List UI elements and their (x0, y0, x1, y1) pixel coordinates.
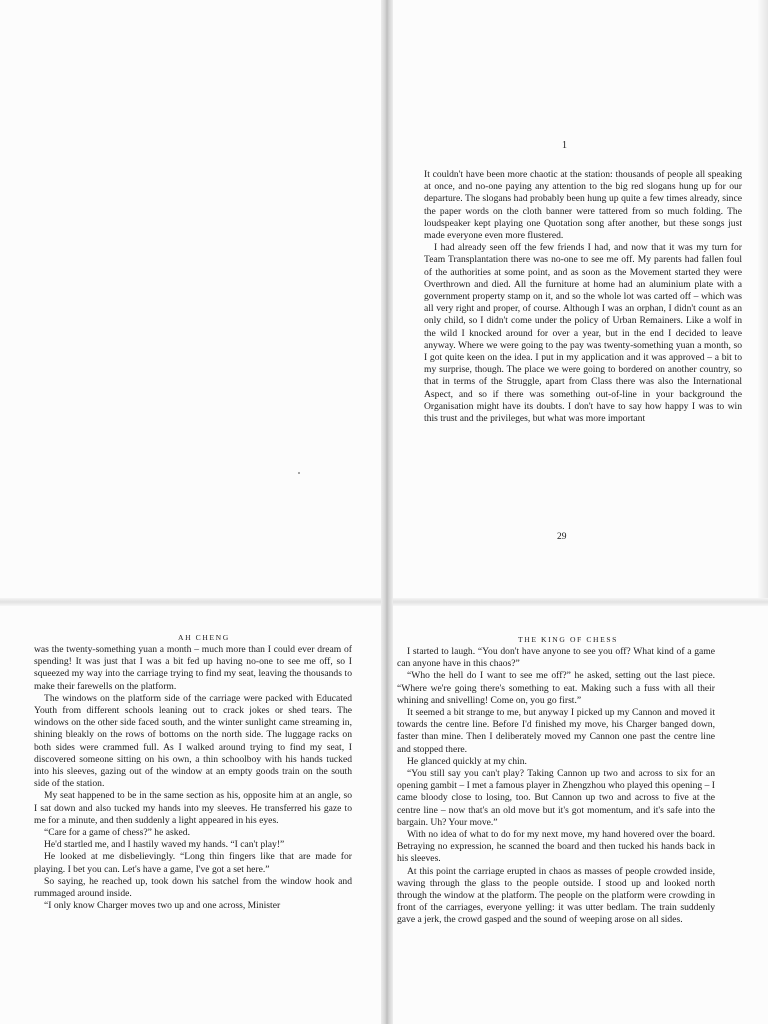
paragraph: “Who the hell do I want to see me off?” he asked, setting out the last piece. “Where we're going there's something to eat. Making such a fuss with all their whining and snivelling! Come on, you go first.” (397, 670, 715, 706)
paragraph: It couldn't have been more chaotic at the station: thousands of people all speaking at once, and no-one paying any attention to the big red slogans hung up for our departure. The slogans had probably been hung up quite a few times already, since the paper words on the cloth banner were tattered from so much folding. The loudspeaker kept playing one Quotation song after another, but these songs just made everyone even more flustered. (424, 169, 742, 242)
paragraph: He looked at me disbelievingly. “Long thin fingers like that are made for playing. I bet you can. Let's have a game, I've got a set here.” (34, 851, 352, 875)
paragraph: At this point the carriage erupted in chaos as masses of people crowded inside, waving through the glass to the people outside. I stood up and looked north through the window at the platform. The people on the platform were crowding in front of the carriages, everyone yelling: it was utter bedlam. The train suddenly gave a jerk, the crowd gasped and the sound of weeping arose on all sides. (397, 865, 715, 926)
page-number: 29 (557, 532, 567, 542)
book-gutter (381, 0, 393, 1024)
paper-speck (298, 472, 300, 474)
paragraph: He'd startled me, and I hastily waved my hands. “I can't play!” (44, 839, 285, 851)
paragraph: He glanced quickly at my chin. (407, 755, 527, 767)
running-head: THE KING OF CHESS (518, 635, 618, 644)
paragraph: My seat happened to be in the same section as his, opposite him at an angle, so I sat down and also tucked my hands into my sleeves. He transferred his gaze to me for a minute, and then suddenly a light appeared in his eyes. (34, 790, 352, 826)
right-page (390, 604, 768, 1024)
paragraph: With no idea of what to do for my next move, my hand hovered over the board. Betraying no expression, he scanned the board and then tucked his hands back in his sleeves. (397, 829, 715, 865)
page-29 (390, 0, 768, 600)
paragraph: I started to laugh. “You don't have anyone to see you off? What kind of a game can anyone have in this chaos?” (397, 646, 715, 670)
page-body-text (424, 169, 742, 425)
running-head: AH CHENG (178, 633, 230, 642)
paragraph: “You still say you can't play? Taking Cannon up two and across to six for an opening gambit – I met a famous player in Zhengzhou who played this opening – I came bloody close to losing, too. But Cannon up two and across to five at the centre line – now that's an old move but it's got momentum, and it's safe into the bargain. Uh? Your move.” (397, 768, 715, 828)
chapter-number: 1 (562, 140, 567, 151)
paragraph: The windows on the platform side of the carriage were packed with Educated Youth from different schools leaning out to crack jokes or shed tears. The windows on the other side faced south, and the winter sunlight came streaming in, shining bleakly on the rows of bottoms on the north side. The luggage racks on both sides were crammed full. As I walked around trying to find my seat, I discovered someone sitting on his own, a thin schoolboy with his hands tucked into his sleeves, gazing out of the window at an empty goods train on the south side of the station. (34, 692, 352, 790)
paragraph: So saying, he reached up, took down his satchel from the window hook and rummaged around inside. (34, 875, 352, 900)
page-body-text (34, 644, 352, 912)
left-page (0, 604, 384, 1024)
page-body-text (397, 646, 715, 927)
paragraph: “I only know Charger moves two up and one across, Minister (44, 900, 281, 912)
page-edge-shadow (758, 0, 768, 600)
paragraph: “Care for a game of chess?” he asked. (44, 827, 190, 839)
paragraph: It seemed a bit strange to me, but anyway I picked up my Cannon and moved it towards the centre line. Before I'd finished my move, his Charger banged down, faster than mine. Then I deliberately moved my Cannon one past the centre line and stopped there. (397, 707, 715, 755)
blank-page (0, 0, 384, 600)
paragraph: was the twenty-something yuan a month – much more than I could ever dream of spending! It was just that I was a bit fed up having no-one to see me off, so I squeezed my way into the carriage trying to find my seat, leaving the thousands to make their farewells on the platform. (34, 644, 352, 692)
paragraph: I had already seen off the few friends I had, and now that it was my turn for Team Transplantation there was no-one to see me off. My parents had fallen foul of the authorities at some point, and as soon as the Movement started they were Overthrown and died. All the furniture at home had an aluminium plate with a government property stamp on it, and so the whole lot was carted off – which was all very right and proper, of course. Although I was an orphan, I didn't count as an only child, so I didn't come under the policy of Urban Remainers. Like a wolf in the wild I knocked around for over a year, but in the end I decided to leave anyway. Where we were going to the pay was twenty-something yuan a month, so I got quite keen on the idea. I put in my application and it was approved – a bit to my surprise, though. The place we were going to bordered on another country, so that in terms of the Struggle, apart from Class there was also the International Aspect, and so if there was something out-of-line in your background the Organisation might have its doubts. I don't have to say how happy I was to win this trust and the privileges, but what was more important (424, 242, 742, 425)
